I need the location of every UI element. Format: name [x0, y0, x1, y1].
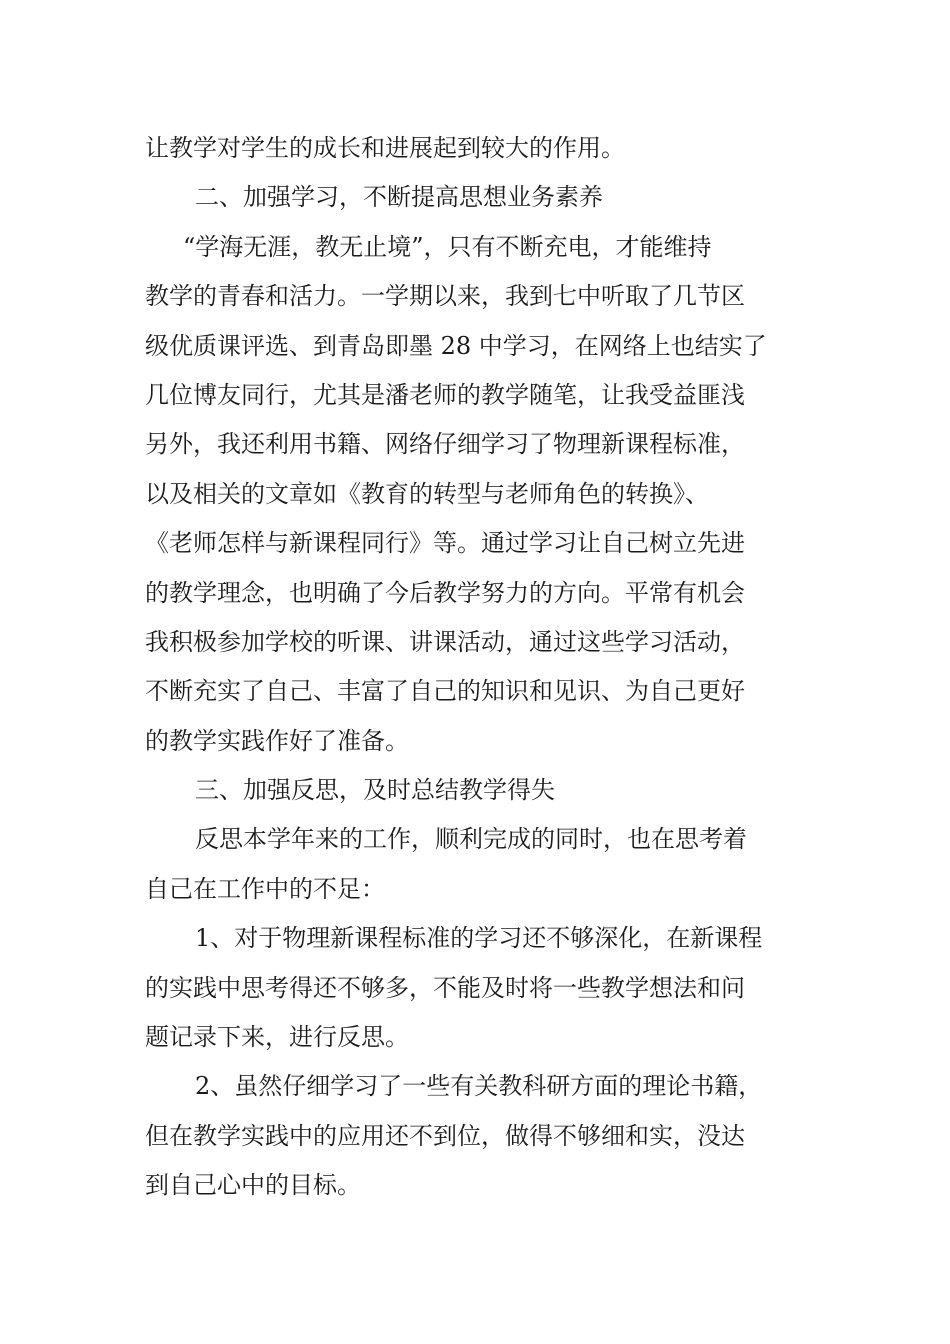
paragraph-first-line: “学海无涯，教无止境”，只有不断充电，才能维持 [183, 232, 712, 261]
text-line: 到自己心中的目标。 [145, 1171, 361, 1200]
paragraph-first-line: 反思本学年来的工作，顺利完成的同时，也在思考着 [195, 825, 747, 854]
text-line: 自己在工作中的不足： [145, 874, 385, 903]
list-item-first-line: 2、虽然仔细学习了一些有关教科研方面的理论书籍， [195, 1072, 763, 1101]
text-line: 《老师怎样与新课程同行》等。通过学习让自己树立先进 [145, 529, 745, 558]
section-heading: 二、加强学习，不断提高思想业务素养 [195, 183, 603, 212]
text-line: 级优质课评选、到青岛即墨 28 中学习，在网络上也结实了 [145, 331, 767, 360]
text-line: 我积极参加学校的听课、讲课活动，通过这些学习活动， [145, 627, 745, 656]
text-line: 让教学对学生的成长和进展起到较大的作用。 [145, 134, 625, 162]
section-heading: 三、加强反思，及时总结教学得失 [195, 776, 555, 805]
list-item-first-line: 1、对于物理新课程标准的学习还不够深化，在新课程 [195, 924, 763, 953]
text-line: 的教学实践作好了准备。 [145, 726, 409, 755]
text-line: 教学的青春和活力。一学期以来，我到七中听取了几节区 [145, 282, 745, 311]
text-line: 另外，我还利用书籍、网络仔细学习了物理新课程标准， [145, 430, 745, 459]
text-line: 的实践中思考得还不够多，不能及时将一些教学想法和问 [145, 973, 745, 1002]
text-line: 题记录下来，进行反思。 [145, 1023, 409, 1052]
text-line: 几位博友同行，尤其是潘老师的教学随笔，让我受益匪浅 [145, 380, 745, 409]
document-body [145, 124, 815, 1211]
text-line: 但在教学实践中的应用还不到位，做得不够细和实，没达 [145, 1121, 745, 1150]
text-line: 以及相关的文章如《教育的转型与老师角色的转换》、 [145, 479, 709, 508]
text-line: 的教学理念，也明确了今后教学努力的方向。平常有机会 [145, 578, 745, 607]
text-line: 不断充实了自己、丰富了自己的知识和见识、为自己更好 [145, 677, 745, 706]
